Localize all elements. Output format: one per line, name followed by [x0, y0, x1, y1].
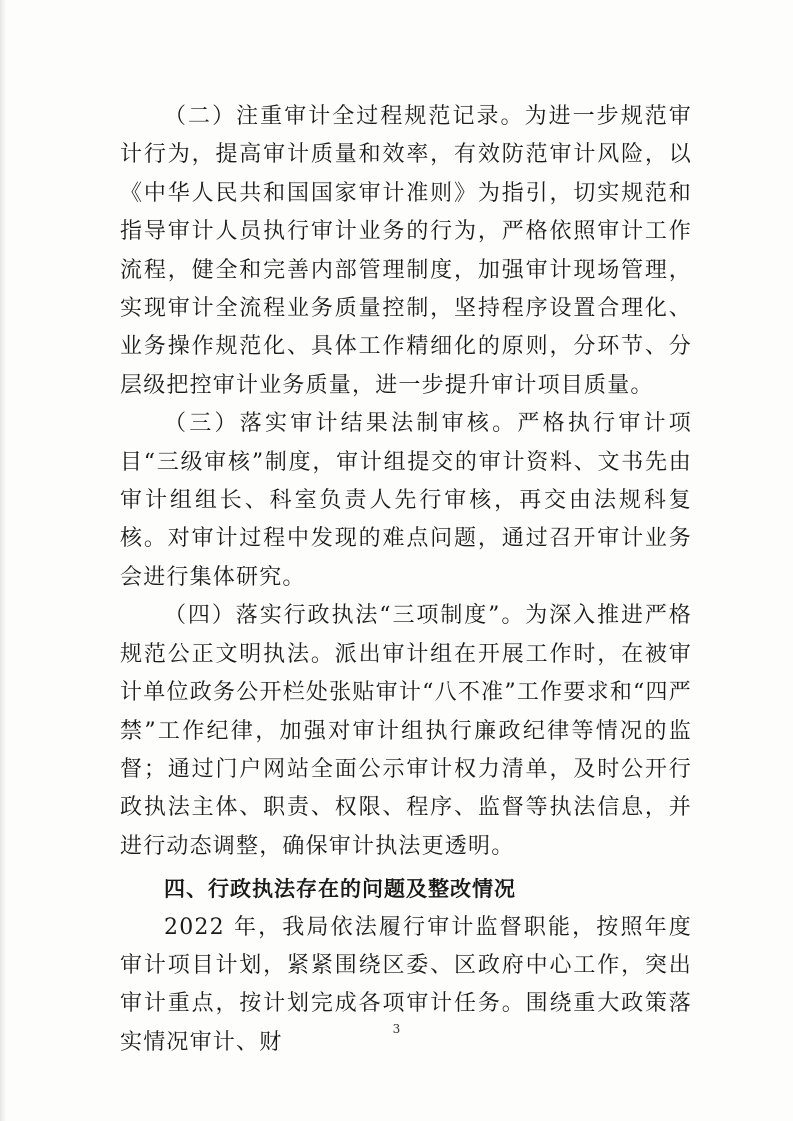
page-number: 3: [392, 1022, 401, 1036]
section-heading: 四、行政执法存在的问题及整改情况: [164, 877, 516, 902]
paragraph-2022-summary: 2022 年，我局依法履行审计监督职能，按照年度审计项目计划，紧紧围绕区委、区政府中心工作，突出审计重点，按计划完成各项审计任务。围绕重大政策落实情况审计、财: [120, 914, 692, 1055]
paragraph-legal-review: （三）落实审计结果法制审核。严格执行审计项目“三级审核”制度，审计组提交的审计资料、文书先由审计组组长、科室负责人先行审核，再交由法规科复核。对审计过程中发现的难点问题，通过召开审计业务会进行集体研究。: [120, 411, 692, 590]
document-body: [120, 98, 692, 1062]
paragraph-three-systems: （四）落实行政执法“三项制度”。为深入推进严格规范公正文明执法。派出审计组在开展工作时，在被审计单位政务公开栏处张贴审计“八不准”工作要求和“四严禁”工作纪律，加强对审计组执行廉政纪律等情况的监督；通过门户网站全面公示审计权力清单，及时公开行政执法主体、职责、权限、程序、监督等执法信息，并进行动态调整，确保审计执法更透明。: [120, 603, 692, 859]
scan-edge-shadow: [0, 0, 6, 1121]
paragraph-audit-records: （二）注重审计全过程规范记录。为进一步规范审计行为，提高审计质量和效率，有效防范审计风险，以《中华人民共和国国家审计准则》为指引，切实规范和指导审计人员执行审计业务的行为，严格依照审计工作流程，健全和完善内部管理制度，加强审计现场管理，实现审计全流程业务质量控制，坚持程序设置合理化、业务操作规范化、具体工作精细化的原则，分环节、分层级把控审计业务质量，进一步提升审计项目质量。: [120, 104, 692, 398]
